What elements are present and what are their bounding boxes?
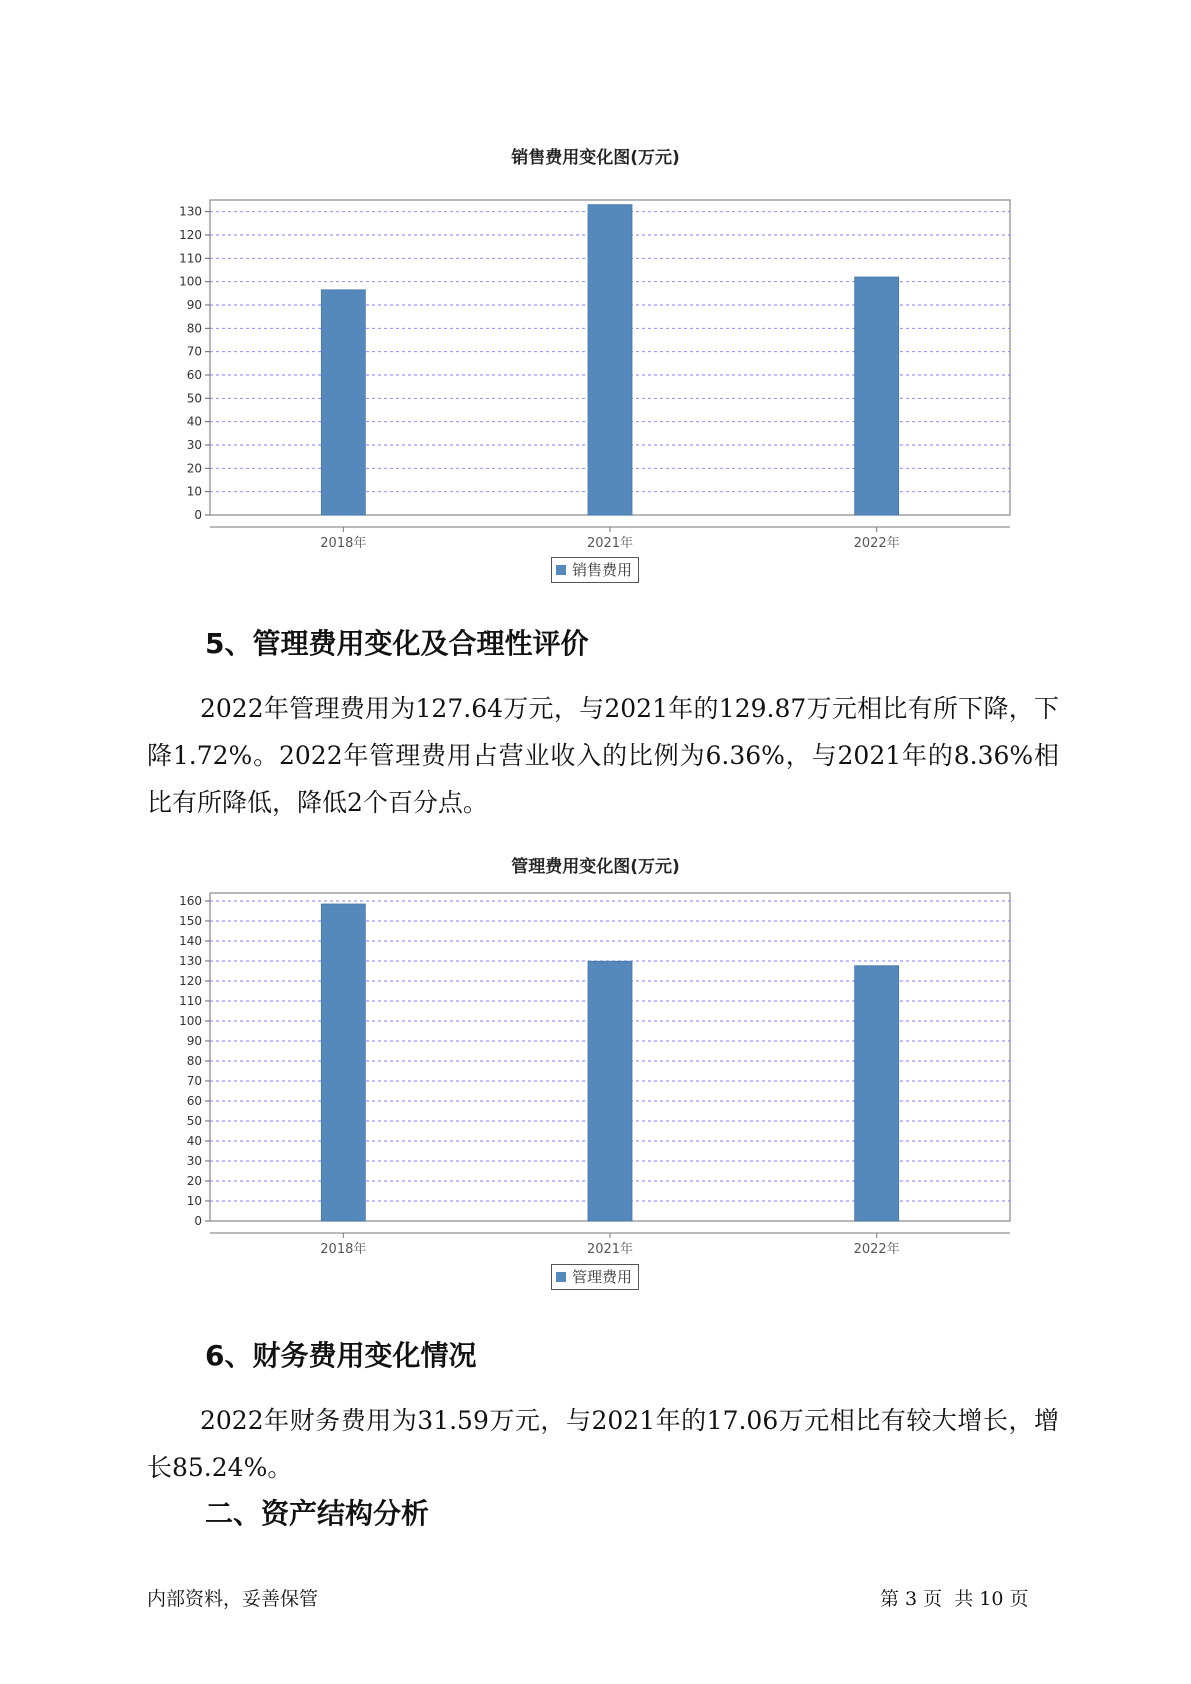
chart1-title: 销售费用变化图(万元) bbox=[511, 148, 680, 168]
y-tick-label: 0 bbox=[194, 508, 202, 522]
y-tick-label: 120 bbox=[179, 974, 202, 988]
y-tick-label: 30 bbox=[186, 1154, 202, 1168]
x-tick-label: 2022年 bbox=[853, 1242, 900, 1257]
bar-2022年 bbox=[855, 966, 899, 1221]
y-tick-label: 10 bbox=[186, 484, 202, 499]
chart2-title: 管理费用变化图(万元) bbox=[511, 857, 680, 877]
footer-confidential-note: 内部资料，妥善保管 bbox=[147, 1588, 319, 1610]
x-tick-label: 2018年 bbox=[320, 536, 367, 551]
y-tick-label: 0 bbox=[194, 1214, 202, 1228]
chart1-legend-label: 销售费用 bbox=[572, 561, 633, 579]
y-tick-label: 110 bbox=[179, 994, 202, 1008]
y-tick-label: 90 bbox=[186, 1034, 202, 1048]
section2-heading: 二、资产结构分析 bbox=[205, 1497, 430, 1530]
y-tick-label: 60 bbox=[186, 1094, 202, 1108]
bar-2018年 bbox=[321, 904, 365, 1221]
y-tick-label: 70 bbox=[186, 344, 202, 359]
y-tick-label: 40 bbox=[186, 1134, 202, 1148]
section6-paragraph: 2022年财务费用为31.59万元，与2021年的17.06万元相比有较大增长，增长85.24%。 bbox=[147, 1406, 1059, 1482]
y-tick-label: 50 bbox=[186, 1114, 202, 1128]
x-tick-label: 2018年 bbox=[320, 1242, 367, 1257]
y-tick-label: 90 bbox=[186, 298, 202, 312]
x-tick-label: 2021年 bbox=[586, 536, 634, 551]
y-tick-label: 80 bbox=[186, 1054, 202, 1068]
x-tick-label: 2021年 bbox=[586, 1242, 634, 1257]
section5-paragraph: 2022年管理费用为127.64万元，与2021年的129.87万元相比有所下降，下降1.72%。2022年管理费用占营业收入的比例为6.36%，与2021年的8.36%相比有所降低，降低2个百分点。 bbox=[147, 694, 1059, 817]
y-tick-label: 100 bbox=[179, 1014, 202, 1028]
y-tick-label: 40 bbox=[186, 414, 202, 429]
y-tick-label: 130 bbox=[179, 204, 202, 219]
y-tick-label: 80 bbox=[186, 321, 202, 336]
y-tick-label: 20 bbox=[186, 461, 202, 476]
footer-page-number: 第 3 页 共 10 页 bbox=[880, 1588, 1029, 1610]
y-tick-label: 60 bbox=[186, 368, 202, 382]
y-tick-label: 50 bbox=[186, 391, 202, 406]
legend-swatch bbox=[556, 1272, 566, 1282]
y-tick-label: 20 bbox=[186, 1174, 202, 1188]
y-tick-label: 70 bbox=[186, 1074, 202, 1088]
y-tick-label: 100 bbox=[179, 274, 202, 289]
x-tick-label: 2022年 bbox=[853, 536, 900, 551]
y-tick-label: 110 bbox=[179, 251, 202, 266]
section5-heading: 5、管理费用变化及合理性评价 bbox=[205, 627, 589, 660]
y-tick-label: 150 bbox=[179, 914, 202, 928]
section6-heading: 6、财务费用变化情况 bbox=[205, 1339, 477, 1372]
chart2-legend-label: 管理费用 bbox=[572, 1268, 633, 1286]
chart2-legend bbox=[551, 1264, 639, 1290]
y-tick-label: 30 bbox=[186, 438, 202, 452]
y-tick-label: 160 bbox=[179, 894, 202, 908]
y-tick-label: 130 bbox=[179, 954, 202, 968]
bar-2021年 bbox=[588, 961, 632, 1221]
y-tick-label: 140 bbox=[179, 934, 202, 948]
y-tick-label: 10 bbox=[186, 1194, 202, 1208]
y-tick-label: 120 bbox=[179, 228, 202, 242]
